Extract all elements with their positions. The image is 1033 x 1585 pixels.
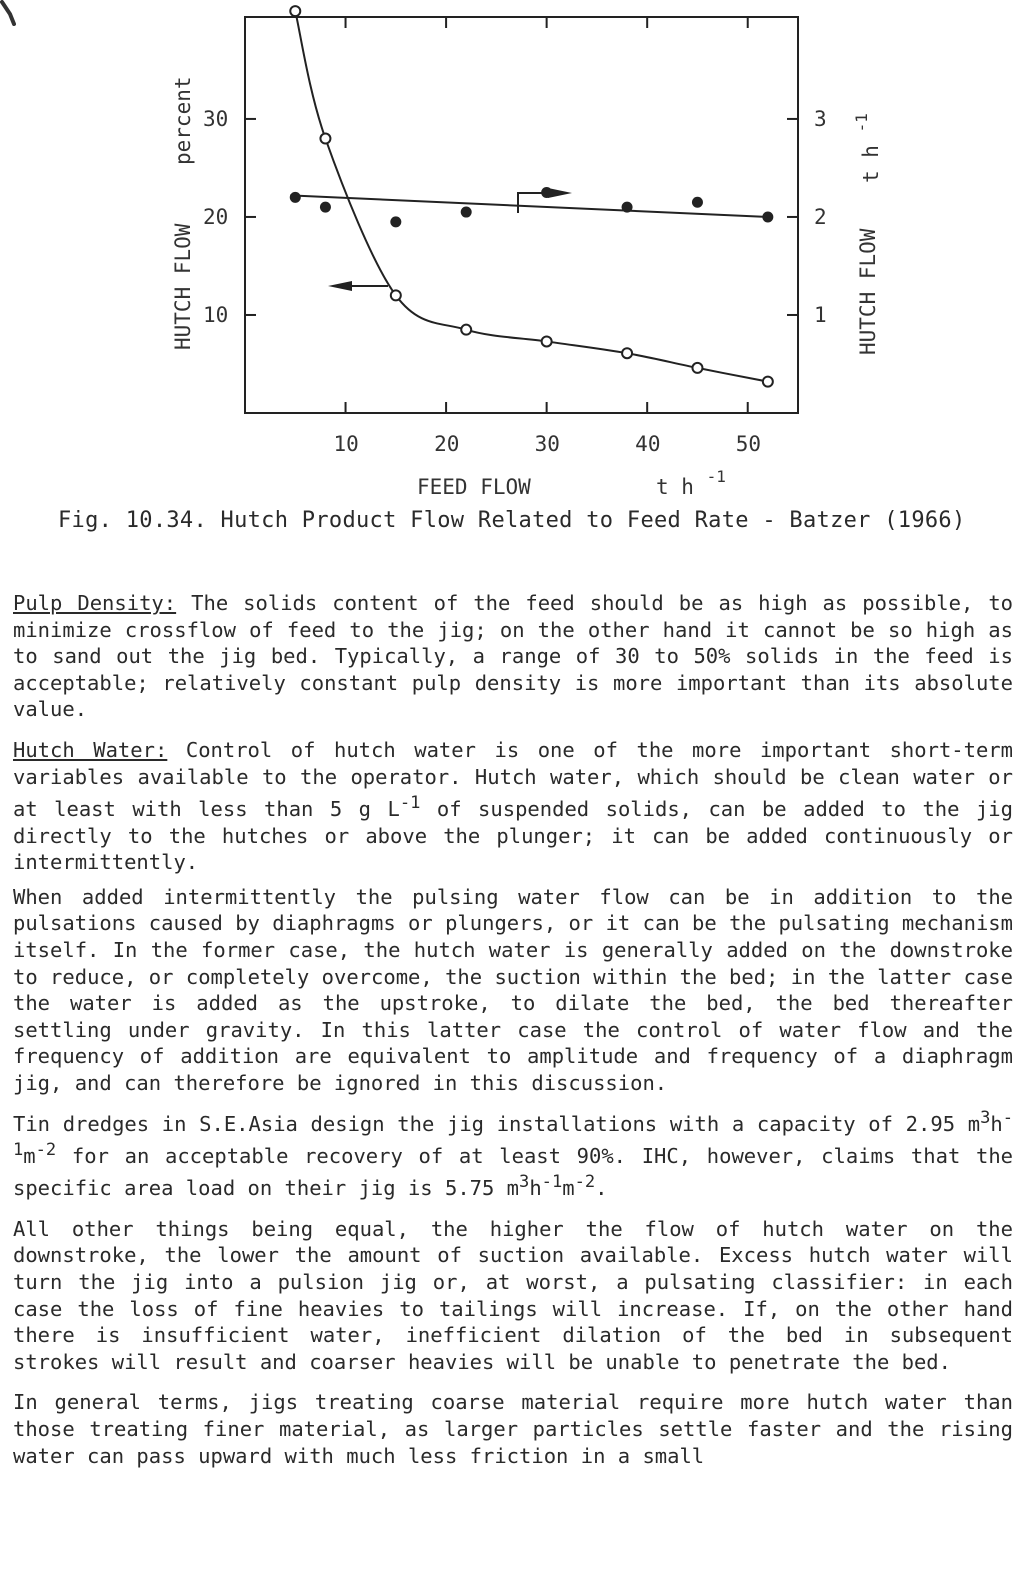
tin-text-d: for an acceptable recovery of at least 90%. IHC, however, claims that the specific area load on their jig is 5.75 m bbox=[13, 1143, 1013, 1201]
tin-text-c: m bbox=[23, 1143, 36, 1168]
body-text bbox=[13, 590, 1013, 1483]
y-right-tick-label: 3 bbox=[814, 106, 827, 131]
y-right-unit-base: t h bbox=[859, 145, 883, 183]
data-point-filled bbox=[320, 202, 331, 213]
y-left-tick-label: 20 bbox=[203, 204, 229, 229]
tin-text-a: Tin dredges in S.E.Asia design the jig installations with a capacity of 2.95 m bbox=[13, 1111, 981, 1136]
y-left-unit: percent bbox=[171, 76, 195, 165]
x-unit bbox=[656, 467, 726, 499]
pulp-density-text: The solids content of the feed should be as high as possible, to minimize crossflow of feed to the jig; on the other hand it cannot be so high as to sand out the jig bed. Typically, a range of 30 to 50% solids in the feed is acceptable; relatively constant pulp density is more important than its absolute value. bbox=[13, 591, 1014, 722]
x-label: FEED FLOW bbox=[417, 475, 531, 499]
x-tick-label: 20 bbox=[434, 432, 460, 456]
data-point-open bbox=[763, 377, 773, 387]
data-point-open bbox=[542, 336, 552, 346]
x-unit-base: t h bbox=[656, 475, 694, 499]
y-right-unit-exp: -1 bbox=[852, 113, 871, 133]
tin-sup-6: -2 bbox=[574, 1172, 596, 1193]
x-tick-label: 10 bbox=[333, 432, 359, 456]
x-unit-exp: -1 bbox=[706, 467, 726, 486]
x-tick-label: 30 bbox=[534, 432, 560, 456]
y-left-tick-label: 30 bbox=[203, 106, 229, 131]
y-left-label: HUTCH FLOW bbox=[171, 223, 195, 350]
left-axis-arrow bbox=[328, 281, 388, 291]
data-point-filled bbox=[390, 216, 401, 227]
data-point-open bbox=[290, 6, 300, 16]
y-right-tick-label: 2 bbox=[814, 204, 827, 229]
data-point-filled bbox=[622, 202, 633, 213]
paragraph-hutch-water bbox=[13, 737, 1013, 876]
x-tick-label: 50 bbox=[735, 432, 762, 456]
figure bbox=[0, 0, 1033, 560]
hutch-water-heading: Hutch Water: bbox=[13, 737, 168, 762]
data-point-open bbox=[391, 290, 401, 300]
hutch-water-text-b: of suspended solids, can be added to the jig directly to the hutches or above the plunger; it can be added continuously or intermittently. bbox=[13, 796, 1013, 875]
data-point-filled bbox=[290, 192, 301, 203]
data-points bbox=[290, 6, 774, 387]
stray-mark bbox=[0, 0, 16, 26]
data-point-open bbox=[461, 325, 471, 335]
data-point-filled bbox=[692, 197, 703, 208]
hutch-water-exp: -1 bbox=[399, 793, 421, 814]
paragraph-pulp-density bbox=[13, 590, 1013, 723]
tin-sup-1: 3 bbox=[980, 1107, 991, 1128]
tin-sup-4: 3 bbox=[519, 1172, 530, 1193]
tin-text-b: h bbox=[990, 1111, 1003, 1136]
data-point-filled bbox=[762, 211, 773, 222]
pulp-density-heading: Pulp Density: bbox=[13, 591, 177, 615]
tin-text-g: . bbox=[595, 1176, 608, 1201]
y-right-tick-label: 1 bbox=[814, 302, 827, 327]
tin-sup-3: -2 bbox=[35, 1139, 57, 1160]
paragraph-all-other: All other things being equal, the higher the flow of hutch water on the downstroke, the lower the amount of suction available. Excess hutch water will turn the jig into a pulsion jig or, at worst, a pulsating classifier: in each case the loss of fine heavies to tailings will increase. If, on the other hand there is insufficient water, inefficient dilation of the bed in subsequent strokes will result and coarser heavies will be unable to penetrate the bed. bbox=[13, 1216, 1013, 1374]
paragraph-intermittent: When added intermittently the pulsing water flow can be in addition to the pulsations caused by diaphragms or plungers, or it can be the pulsating mechanism itself. In the former case, the hutch water is generally added on the downstroke to reduce, or completely overcome, the suction within the bed; in the latter case the water is added as the upstroke, to dilate the bed, the bed thereafter settling under gravity. In this latter case the control of water flow and the frequency of addition are equivalent to amplitude and frequency of a diaphragm jig, and can therefore be ignored in this discussion. bbox=[13, 884, 1013, 1095]
x-tick-label: 40 bbox=[635, 432, 661, 456]
tin-sup-2: -1 bbox=[13, 1107, 1013, 1160]
data-point-open bbox=[622, 348, 632, 358]
paragraph-general: In general terms, jigs treating coarse material require more hutch water than those treating finer material, as larger particles settle faster and the rising water can pass upward with much less friction in a small bbox=[13, 1390, 1013, 1468]
hutch-water-text-a: Control of hutch water is one of the more important short-term variables available to the operator. Hutch water, which should be clean water or at least with less than 5 g L bbox=[13, 737, 1013, 821]
data-point-open bbox=[320, 134, 330, 144]
hutch-flow-chart bbox=[0, 0, 1033, 500]
y-left-tick-label: 10 bbox=[203, 302, 229, 327]
tin-sup-5: -1 bbox=[541, 1172, 563, 1193]
series-line-open bbox=[295, 11, 768, 382]
data-point-filled bbox=[461, 207, 472, 218]
data-point-open bbox=[692, 363, 702, 373]
tin-text-e: h bbox=[529, 1176, 542, 1201]
tin-text-f: m bbox=[562, 1176, 575, 1201]
y-right-label: HUTCH FLOW bbox=[856, 228, 880, 355]
tick-labels bbox=[203, 107, 827, 456]
y-right-unit bbox=[852, 113, 883, 183]
figure-caption: Fig. 10.34. Hutch Product Flow Related to Feed Rate - Batzer (1966) bbox=[58, 508, 966, 533]
paragraph-tin-dredges bbox=[13, 1105, 1013, 1202]
